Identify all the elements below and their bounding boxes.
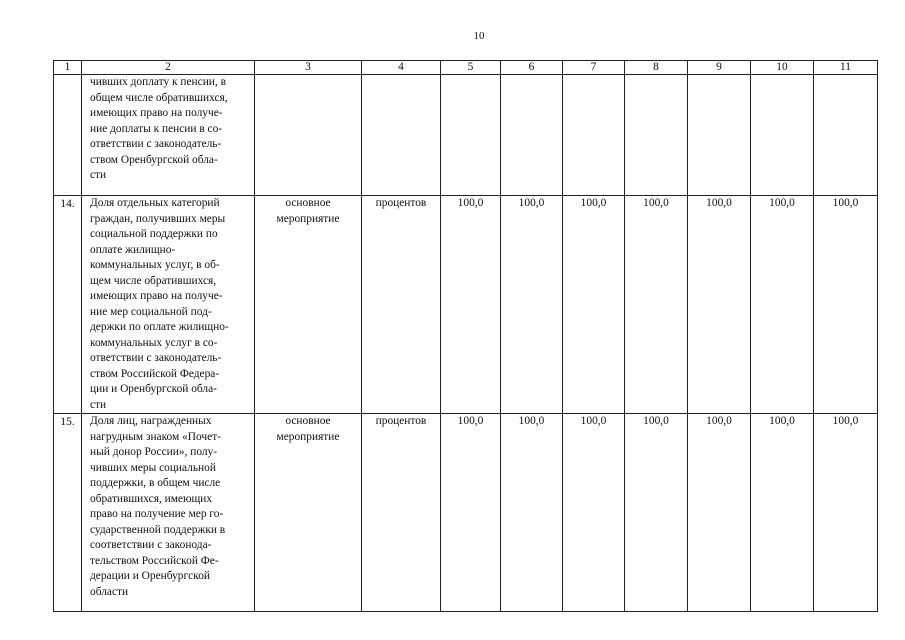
column-header: 7	[563, 61, 625, 75]
column-header: 10	[751, 61, 814, 75]
column-header: 11	[814, 61, 878, 75]
column-number-row	[54, 61, 878, 75]
column-header: 8	[625, 61, 688, 75]
row-number: 14.	[54, 196, 82, 414]
table-row	[54, 414, 878, 612]
table-row	[54, 196, 878, 414]
value-cell: 100,0	[814, 414, 878, 612]
table-row-continuation	[54, 75, 878, 196]
value-cell: 100,0	[625, 196, 688, 414]
unit-of-measure: процентов	[362, 414, 441, 612]
column-header: 3	[255, 61, 362, 75]
value-cell: 100,0	[688, 414, 751, 612]
row-number-cell	[54, 75, 82, 196]
value-cell: 100,0	[501, 414, 563, 612]
value-cell: 100,0	[688, 196, 751, 414]
indicator-description: Доля отдельных категорий граждан, получивших меры социальной поддержки по оплате жилищно- коммунальных услуг, в об- щем числе обратившихся, имеющих право на получе- ние мер социальной под- держки по оплате жилищно- коммунальных услуг в со- ответствии с законодатель- ством Российской Федера- ции и Оренбургской обла- сти	[82, 196, 255, 414]
column-header: 1	[54, 61, 82, 75]
page-number: 10	[473, 30, 485, 42]
indicators-table	[53, 60, 878, 612]
column-header: 4	[362, 61, 441, 75]
indicator-description: Доля лиц, награжденных нагрудным знаком «Почет- ный донор России», полу- чивших меры социальной поддержки, в общем числе обратившихся, имеющих право на получение мер го- сударственной поддержки в соответствии с законода- тельством Российской Фе- дерации и Оренбургской области	[82, 414, 255, 612]
value-cell: 100,0	[814, 196, 878, 414]
value-cell: 100,0	[751, 414, 814, 612]
column-header: 5	[441, 61, 501, 75]
value-cell: 100,0	[501, 196, 563, 414]
value-cell: 100,0	[751, 196, 814, 414]
value-cell: 100,0	[441, 414, 501, 612]
indicator-description: чивших доплату к пенсии, в общем числе обратившихся, имеющих право на получе- ние доплаты к пенсии в со- ответствии с законодатель- ством Оренбургской обла- сти	[82, 75, 255, 196]
measure-type: основное мероприятие	[255, 196, 362, 414]
value-cell: 100,0	[563, 196, 625, 414]
value-cell: 100,0	[563, 414, 625, 612]
column-header: 9	[688, 61, 751, 75]
value-cell: 100,0	[625, 414, 688, 612]
row-number: 15.	[54, 414, 82, 612]
column-header: 2	[82, 61, 255, 75]
column-header: 6	[501, 61, 563, 75]
unit-of-measure: процентов	[362, 196, 441, 414]
measure-type: основное мероприятие	[255, 414, 362, 612]
value-cell: 100,0	[441, 196, 501, 414]
